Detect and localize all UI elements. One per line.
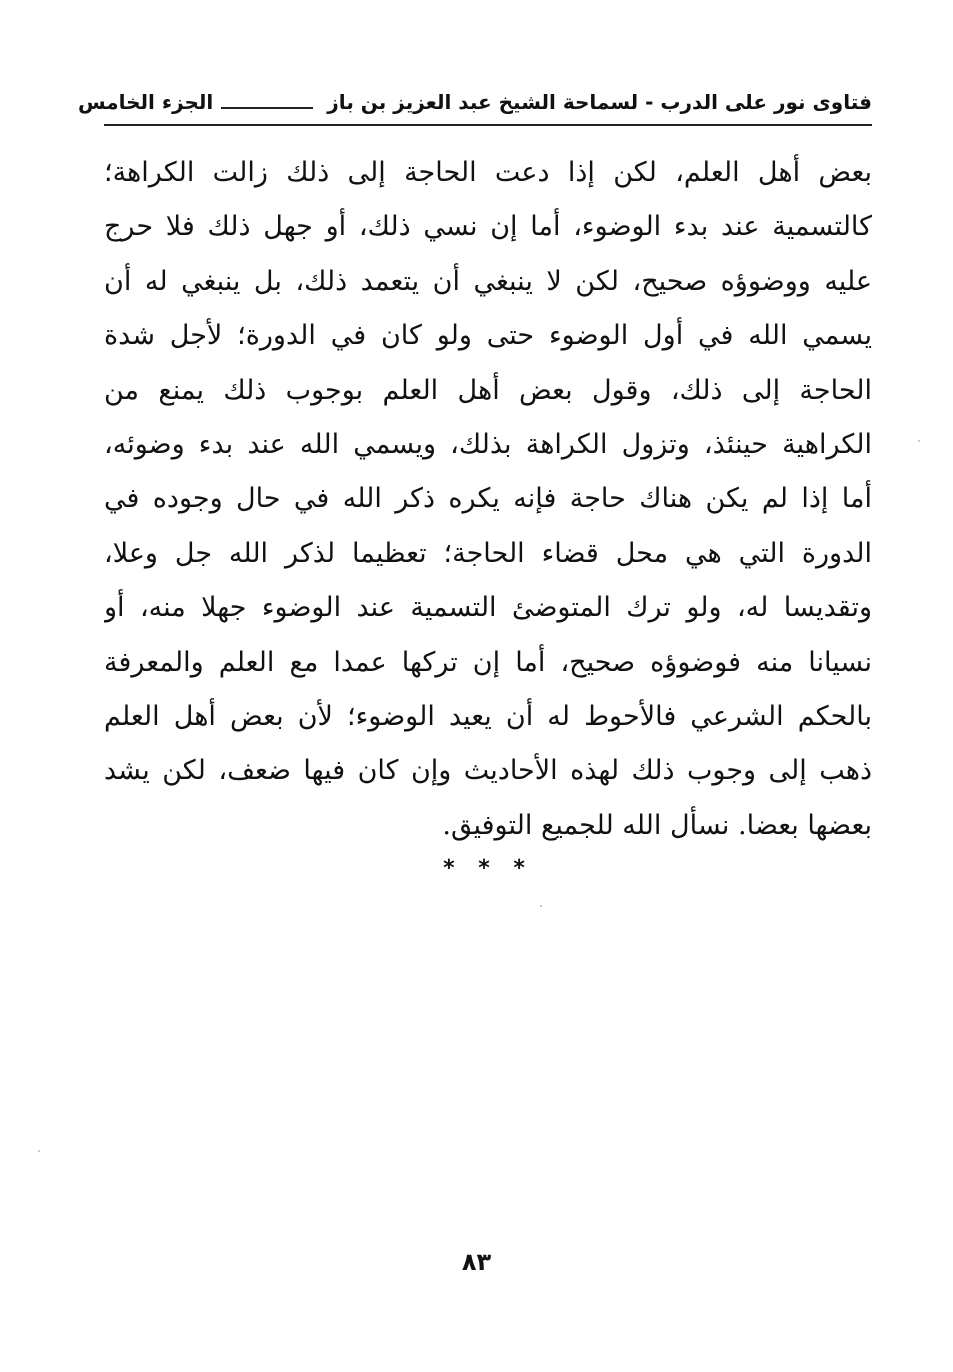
page-number: ٨٣ bbox=[461, 1248, 492, 1276]
header-dash-rule bbox=[221, 107, 313, 109]
text-line: وتقديسا له، ولو ترك المتوضئ التسمية عند الوضوء جهلا منه، أو bbox=[104, 592, 872, 624]
text-line: الحاجة إلى ذلك، وقول بعض أهل العلم بوجوب ذلك يمنع من bbox=[104, 374, 872, 406]
text-line: نسيانا منه فوضوؤه صحيح، أما إن تركها عمدا مع العلم والمعرفة bbox=[104, 646, 872, 678]
header-title-text: فتاوى نور على الدرب - لسماحة الشيخ عبد العزيز بن باز bbox=[327, 90, 872, 114]
scan-speck bbox=[540, 905, 542, 907]
text-line: يسمي الله في أول الوضوء حتى ولو كان في الدورة؛ لأجل شدة bbox=[104, 320, 872, 352]
text-line-last: بعضها بعضا. نسأل الله للجميع التوفيق. bbox=[442, 809, 872, 841]
header-underline bbox=[104, 124, 872, 126]
running-header bbox=[77, 84, 872, 120]
text-line: ذهب إلى وجوب ذلك لهذه الأحاديث وإن كان فيها ضعف، لكن يشد bbox=[104, 755, 872, 787]
header-book-title bbox=[213, 90, 872, 114]
text-line: الدورة التي هي محل قضاء الحاجة؛ تعظيما لذكر الله جل وعلا، bbox=[104, 537, 872, 569]
text-line: كالتسمية عند بدء الوضوء، أما إن نسي ذلك، أو جهل ذلك فلا حرج bbox=[104, 211, 872, 243]
text-line: بعض أهل العلم، لكن إذا دعت الحاجة إلى ذلك زالت الكراهة؛ bbox=[104, 157, 872, 188]
section-separator: * * * bbox=[443, 856, 533, 881]
body-text bbox=[104, 146, 872, 853]
text-line: الكراهية حينئذ، وتزول الكراهة بذلك، ويسمي الله عند بدء وضوئه، bbox=[104, 428, 872, 460]
scan-speck bbox=[38, 1150, 40, 1152]
text-line: أما إذا لم يكن هناك حاجة فإنه يكره ذكر الله في حال وجوده في bbox=[104, 483, 872, 515]
scan-speck bbox=[918, 440, 920, 442]
header-volume-label: الجزء الخامس bbox=[77, 90, 214, 114]
text-line: بالحكم الشرعي فالأحوط له أن يعيد الوضوء؛ لأن بعض أهل العلم bbox=[104, 700, 872, 732]
text-line: عليه ووضوؤه صحيح، لكن لا ينبغي أن يتعمد ذلك، بل ينبغي له أن bbox=[104, 265, 872, 297]
